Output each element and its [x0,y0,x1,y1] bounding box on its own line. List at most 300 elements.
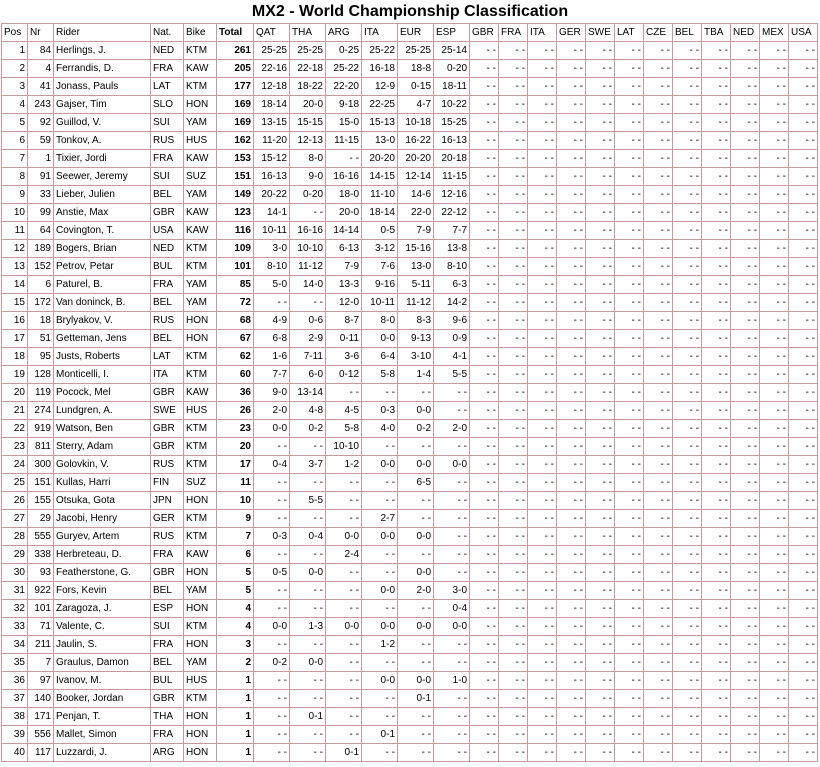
cell-result: - - [434,402,470,420]
cell-result: 13-0 [398,258,434,276]
cell-result: - - [362,546,398,564]
cell-result: - - [760,42,789,60]
cell-result: 20-20 [362,150,398,168]
cell-result: - - [557,456,586,474]
cell-result: - - [615,690,644,708]
cell-result: 8-0 [290,150,326,168]
cell-result: - - [644,330,673,348]
cell-result: 0-1 [326,744,362,762]
cell-result: - - [557,330,586,348]
cell-result: - - [615,546,644,564]
cell-total: 11 [217,474,254,492]
cell-result: - - [557,204,586,222]
cell-result: - - [760,618,789,636]
table-row [2,492,818,510]
cell-rider: Covington, T. [54,222,151,240]
cell-bike: YAM [184,186,217,204]
cell-nr: 919 [28,420,54,438]
cell-result: - - [673,114,702,132]
cell-total: 7 [217,528,254,546]
header-bike: Bike [184,24,217,42]
table-row [2,186,818,204]
cell-bike: KTM [184,456,217,474]
cell-result: - - [789,456,818,474]
cell-nat: GBR [151,690,184,708]
cell-result: 14-14 [326,222,362,240]
cell-result: - - [760,456,789,474]
cell-nr: 101 [28,600,54,618]
cell-result: - - [789,42,818,60]
cell-result: - - [731,744,760,762]
cell-rider: Valente, C. [54,618,151,636]
cell-bike: KAW [184,204,217,222]
cell-result: - - [254,600,290,618]
cell-result: - - [470,420,499,438]
cell-result: - - [760,510,789,528]
cell-result: - - [499,564,528,582]
cell-result: - - [528,708,557,726]
cell-result: - - [254,510,290,528]
cell-result: - - [702,150,731,168]
cell-result: 13-14 [290,384,326,402]
cell-bike: KTM [184,42,217,60]
cell-bike: KAW [184,384,217,402]
header-race: THA [290,24,326,42]
cell-bike: KTM [184,78,217,96]
cell-result: - - [702,330,731,348]
cell-result: - - [702,186,731,204]
cell-result: 10-22 [434,96,470,114]
cell-result: - - [644,276,673,294]
cell-result: - - [586,204,615,222]
cell-result: - - [434,690,470,708]
cell-result: - - [615,438,644,456]
cell-result: - - [586,240,615,258]
cell-result: - - [290,690,326,708]
cell-result: - - [528,654,557,672]
cell-result: - - [615,636,644,654]
cell-rider: Paturel, B. [54,276,151,294]
cell-result: - - [615,222,644,240]
cell-rider: Graulus, Damon [54,654,151,672]
cell-result: 11-20 [254,132,290,150]
cell-result: - - [528,492,557,510]
cell-nat: GBR [151,420,184,438]
cell-pos: 12 [2,240,28,258]
cell-result: - - [615,294,644,312]
cell-result: - - [702,168,731,186]
cell-result: 0-4 [434,600,470,618]
cell-result: - - [499,366,528,384]
cell-result: - - [702,258,731,276]
cell-result: - - [528,168,557,186]
cell-result: - - [644,402,673,420]
cell-total: 9 [217,510,254,528]
cell-result: - - [528,258,557,276]
cell-result: - - [499,114,528,132]
cell-result: - - [254,636,290,654]
table-row [2,402,818,420]
cell-result: - - [673,258,702,276]
cell-result: - - [731,186,760,204]
cell-rider: Lieber, Julien [54,186,151,204]
cell-result: - - [586,150,615,168]
table-row [2,366,818,384]
cell-rider: Seewer, Jeremy [54,168,151,186]
cell-result: 25-22 [326,60,362,78]
cell-result: - - [702,114,731,132]
cell-result: - - [470,726,499,744]
cell-result: - - [557,276,586,294]
table-row [2,60,818,78]
cell-result: - - [731,330,760,348]
cell-result: - - [760,438,789,456]
cell-result: - - [528,348,557,366]
header-rider: Rider [54,24,151,42]
header-nr: Nr [28,24,54,42]
cell-result: - - [673,276,702,294]
cell-result: 9-0 [254,384,290,402]
cell-nr: 59 [28,132,54,150]
cell-result: - - [528,150,557,168]
cell-pos: 11 [2,222,28,240]
header-race: QAT [254,24,290,42]
cell-result: - - [586,294,615,312]
cell-result: 10-18 [398,114,434,132]
cell-result: - - [760,240,789,258]
cell-result: - - [673,582,702,600]
cell-result: - - [644,654,673,672]
cell-result: - - [731,636,760,654]
cell-result: - - [673,240,702,258]
cell-result: - - [644,708,673,726]
cell-pos: 16 [2,312,28,330]
cell-result: - - [586,528,615,546]
cell-result: - - [470,438,499,456]
cell-bike: KTM [184,528,217,546]
table-row [2,42,818,60]
cell-rider: Penjan, T. [54,708,151,726]
cell-result: 6-13 [326,240,362,258]
cell-pos: 2 [2,60,28,78]
cell-result: 0-1 [290,708,326,726]
cell-pos: 10 [2,204,28,222]
cell-result: - - [731,564,760,582]
cell-result: - - [644,420,673,438]
cell-total: 5 [217,582,254,600]
cell-result: 20-20 [398,150,434,168]
cell-bike: HON [184,726,217,744]
cell-result: 18-22 [290,78,326,96]
cell-bike: KTM [184,618,217,636]
cell-result: - - [398,510,434,528]
header-row [2,24,818,42]
cell-result: - - [254,582,290,600]
cell-result: - - [760,168,789,186]
cell-result: 0-4 [254,456,290,474]
cell-result: - - [731,78,760,96]
cell-rider: Watson, Ben [54,420,151,438]
cell-result: - - [731,492,760,510]
cell-result: - - [644,456,673,474]
cell-result: - - [789,240,818,258]
table-row [2,114,818,132]
cell-result: 0-15 [398,78,434,96]
cell-result: - - [673,402,702,420]
cell-result: - - [702,222,731,240]
cell-result: 1-4 [398,366,434,384]
cell-result: - - [586,384,615,402]
cell-result: 0-5 [362,222,398,240]
cell-total: 1 [217,744,254,762]
cell-result: - - [254,474,290,492]
cell-result: - - [470,204,499,222]
cell-result: - - [290,474,326,492]
cell-result: 18-8 [398,60,434,78]
cell-result: - - [615,204,644,222]
cell-result: - - [615,186,644,204]
cell-result: - - [615,420,644,438]
table-row [2,744,818,762]
cell-result: - - [470,618,499,636]
cell-pos: 31 [2,582,28,600]
cell-bike: YAM [184,582,217,600]
cell-nr: 274 [28,402,54,420]
cell-result: - - [702,276,731,294]
cell-result: - - [557,510,586,528]
cell-result: - - [528,636,557,654]
cell-result: - - [362,438,398,456]
cell-result: - - [789,474,818,492]
cell-pos: 15 [2,294,28,312]
cell-result: - - [557,258,586,276]
cell-result: 16-16 [290,222,326,240]
cell-bike: HON [184,708,217,726]
cell-pos: 26 [2,492,28,510]
cell-result: - - [760,204,789,222]
cell-result: 5-11 [398,276,434,294]
cell-result: - - [789,420,818,438]
cell-result: 4-7 [398,96,434,114]
cell-result: - - [470,312,499,330]
header-pos: Pos [2,24,28,42]
cell-result: - - [615,510,644,528]
cell-result: - - [434,654,470,672]
cell-result: - - [673,528,702,546]
cell-bike: KAW [184,150,217,168]
cell-total: 116 [217,222,254,240]
cell-bike: KTM [184,258,217,276]
cell-result: - - [789,708,818,726]
cell-nr: 140 [28,690,54,708]
table-row [2,78,818,96]
cell-result: - - [702,348,731,366]
cell-nat: SUI [151,618,184,636]
cell-result: - - [789,402,818,420]
cell-pos: 40 [2,744,28,762]
cell-result: - - [760,420,789,438]
cell-result: 20-0 [290,96,326,114]
cell-result: - - [789,294,818,312]
cell-total: 1 [217,726,254,744]
cell-nat: ARG [151,744,184,762]
cell-result: - - [557,708,586,726]
cell-nr: 18 [28,312,54,330]
cell-result: - - [254,492,290,510]
cell-result: 4-5 [326,402,362,420]
cell-result: - - [731,726,760,744]
cell-result: - - [789,60,818,78]
cell-total: 6 [217,546,254,564]
cell-result: - - [760,186,789,204]
cell-result: - - [557,654,586,672]
cell-nat: FRA [151,726,184,744]
cell-result: - - [615,564,644,582]
cell-nr: 338 [28,546,54,564]
cell-result: - - [528,330,557,348]
cell-result: - - [557,438,586,456]
table-row [2,582,818,600]
cell-result: - - [290,744,326,762]
cell-result: 0-0 [326,528,362,546]
cell-rider: Jonass, Pauls [54,78,151,96]
table-row [2,708,818,726]
cell-result: - - [760,348,789,366]
cell-result: - - [499,672,528,690]
cell-pos: 34 [2,636,28,654]
cell-result: - - [702,492,731,510]
header-race: CZE [644,24,673,42]
cell-result: - - [470,186,499,204]
cell-result: 0-0 [398,402,434,420]
cell-result: - - [789,348,818,366]
cell-result: - - [434,636,470,654]
cell-result: - - [586,456,615,474]
cell-result: - - [499,726,528,744]
table-row [2,438,818,456]
cell-result: - - [789,636,818,654]
cell-result: - - [326,636,362,654]
header-race: NED [731,24,760,42]
cell-result: - - [470,132,499,150]
cell-nr: 243 [28,96,54,114]
cell-result: - - [760,96,789,114]
cell-result: - - [586,114,615,132]
cell-bike: YAM [184,276,217,294]
cell-result: - - [644,294,673,312]
cell-pos: 4 [2,96,28,114]
table-row [2,528,818,546]
cell-result: - - [731,510,760,528]
cell-rider: Van doninck, B. [54,294,151,312]
cell-result: - - [702,564,731,582]
table-row [2,276,818,294]
cell-result: - - [760,636,789,654]
cell-result: 10-10 [290,240,326,258]
cell-rider: Gajser, Tim [54,96,151,114]
cell-pos: 8 [2,168,28,186]
cell-result: 0-0 [398,672,434,690]
cell-result: - - [362,690,398,708]
cell-result: - - [673,618,702,636]
cell-result: 9-16 [362,276,398,294]
cell-result: - - [673,366,702,384]
cell-result: 0-5 [254,564,290,582]
cell-result: - - [586,420,615,438]
cell-result: - - [586,564,615,582]
table-row [2,258,818,276]
cell-result: 6-5 [398,474,434,492]
cell-rider: Anstie, Max [54,204,151,222]
cell-result: - - [499,654,528,672]
cell-result: - - [731,366,760,384]
table-row [2,96,818,114]
cell-result: - - [702,582,731,600]
cell-result: - - [673,510,702,528]
cell-result: 25-22 [362,42,398,60]
cell-rider: Pocock, Mel [54,384,151,402]
cell-result: - - [731,132,760,150]
cell-result: - - [499,204,528,222]
table-row [2,150,818,168]
cell-bike: HUS [184,402,217,420]
cell-result: - - [615,492,644,510]
cell-result: - - [528,438,557,456]
cell-result: 0-20 [290,186,326,204]
cell-result: - - [499,186,528,204]
cell-pos: 18 [2,348,28,366]
cell-result: - - [789,330,818,348]
cell-result: 0-0 [362,672,398,690]
table-row [2,564,818,582]
header-race: ESP [434,24,470,42]
cell-result: - - [673,672,702,690]
cell-result: - - [398,636,434,654]
cell-result: 15-12 [254,150,290,168]
cell-result: - - [615,114,644,132]
cell-nat: SWE [151,402,184,420]
cell-result: 16-22 [398,132,434,150]
cell-result: 0-11 [326,330,362,348]
cell-result: - - [789,150,818,168]
cell-result: - - [434,546,470,564]
cell-result: - - [731,708,760,726]
header-race: BEL [673,24,702,42]
cell-result: - - [789,78,818,96]
cell-result: - - [673,744,702,762]
cell-pos: 21 [2,402,28,420]
cell-result: - - [644,438,673,456]
cell-result: - - [586,402,615,420]
cell-nat: FRA [151,276,184,294]
cell-result: - - [760,366,789,384]
cell-result: - - [731,690,760,708]
cell-result: 0-0 [290,654,326,672]
cell-total: 62 [217,348,254,366]
cell-total: 101 [217,258,254,276]
cell-result: - - [326,708,362,726]
cell-result: - - [499,708,528,726]
cell-result: - - [702,366,731,384]
cell-result: - - [760,582,789,600]
cell-result: - - [499,132,528,150]
cell-result: - - [528,78,557,96]
table-row [2,726,818,744]
cell-result: - - [586,96,615,114]
table-row [2,168,818,186]
cell-total: 205 [217,60,254,78]
cell-result: - - [702,618,731,636]
